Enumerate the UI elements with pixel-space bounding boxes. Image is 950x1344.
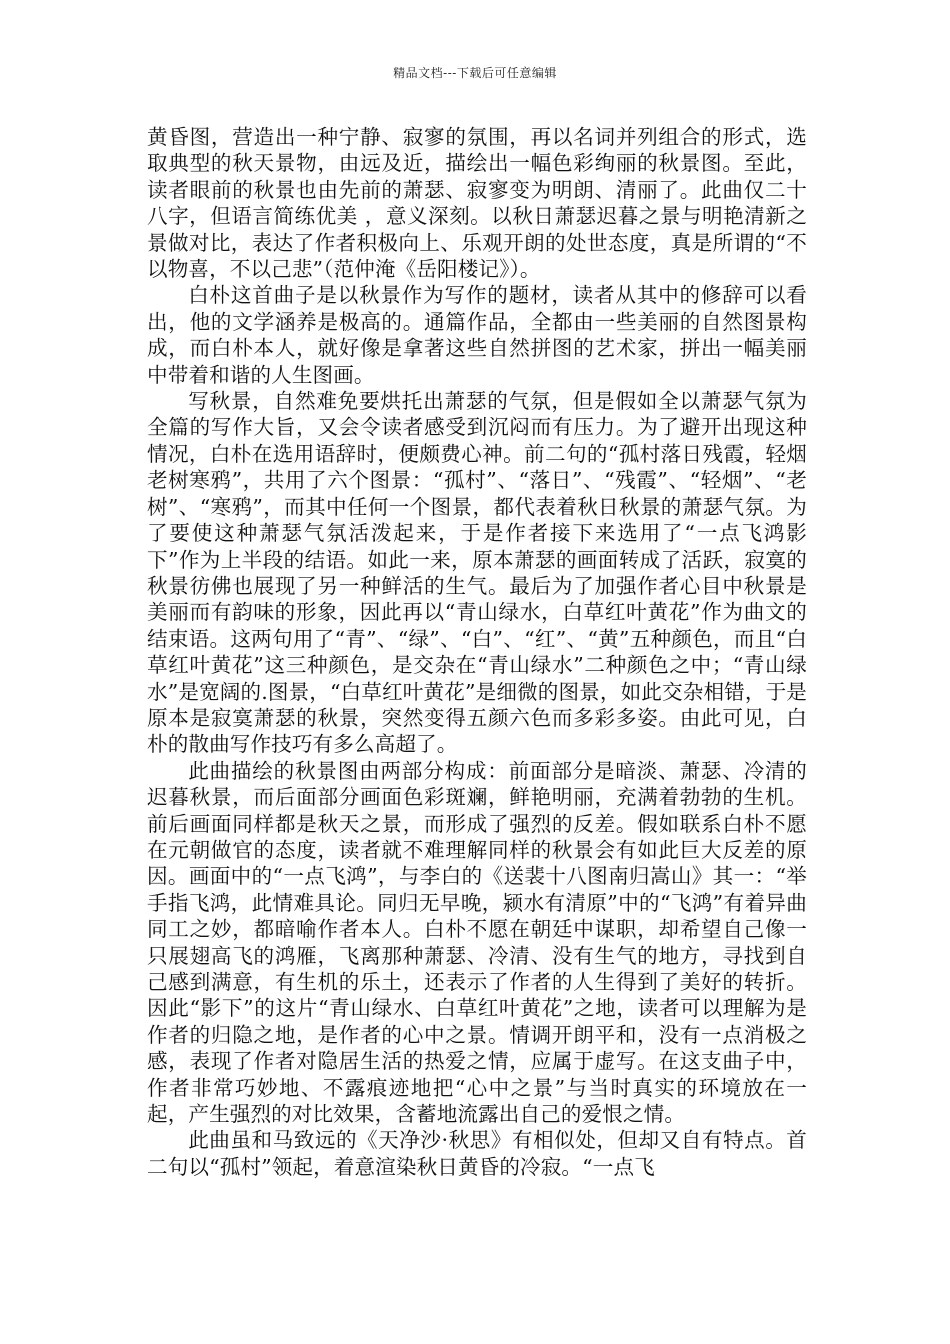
paragraph-5: 此曲虽和马致远的《天净沙·秋思》有相似处，但却又自有特点。首二句以“孤村”领起，着意渲染秋日黄昏的冷寂。“一点飞 <box>147 1128 807 1179</box>
paragraph-2: 白朴这首曲子是以秋景作为写作的题材，读者从其中的修辞可以看出，他的文学涵养是极高的。通篇作品，全都由一些美丽的自然图景构成，而白朴本人，就好像是拿著这些自然拼图的艺术家，拼出一幅美丽中带着和谐的人生图画。 <box>147 283 807 387</box>
paragraph-1: 黄昏图，营造出一种宁静、寂寥的氛围，再以名词并列组合的形式，选取典型的秋天景物，由远及近，描绘出一幅色彩绚丽的秋景图。至此，读者眼前的秋景也由先前的萧瑟、寂寥变为明朗、清丽了。此曲仅二十八字，但语言简练优美 ，意义深刻。以秋日萧瑟迟暮之景与明艳清新之景做对比，表达了作者积极向上、乐观开朗的处世态度，真是所谓的“不以物喜，不以己悲”（范仲淹《岳阳楼记》）。 <box>147 125 807 282</box>
paragraph-4: 此曲描绘的秋景图由两部分构成：前面部分是暗淡、萧瑟、冷清的迟暮秋景，而后面部分画面色彩斑斓，鲜艳明丽，充满着勃勃的生机。前后画面同样都是秋天之景，而形成了强烈的反差。假如联系白朴不愿在元朝做官的态度，读者就不难理解同样的秋景会有如此巨大反差的原因。画面中的“一点飞鸿”，与李白的《送裴十八图南归嵩山》其一：“举手指飞鸿，此情难具论。同归无早晚，颍水有清原”中的“飞鸿”有着异曲同工之妙，都暗喻作者本人。白朴不愿在朝廷中谋职，却希望自己像一只展翅高飞的鸿雁，飞离那种萧瑟、冷清、没有生气的地方，寻找到自己感到满意，有生机的乐土，还表示了作者的人生得到了美好的转折。因此“影下”的这片“青山绿水、白草红叶黄花”之地，读者可以理解为是作者的归隐之地，是作者的心中之景。情调开朗平和，没有一点消极之感，表现了作者对隐居生活的热爱之情，应属于虚写。在这支曲子中，作者非常巧妙地、不露痕迹地把“心中之景”与当时真实的环境放在一起，产生强烈的对比效果，含蓄地流露出自己的爱恨之情。 <box>147 758 807 1127</box>
page-header: 精品文档---下载后可任意编辑 <box>393 66 557 80</box>
paragraph-3: 写秋景，自然难免要烘托出萧瑟的气氛，但是假如全以萧瑟气氛为全篇的写作大旨，又会令读者感受到沉闷而有压力。为了避开出现这种情况，白朴在选用语辞时，便颇费心神。前二句的“孤村落日残霞，轻烟老树寒鸦”，共用了六个图景：“孤村”、“落日”、“残霞”、“轻烟”、“老树”、“寒鸦”，而其中任何一个图景，都代表着秋日秋景的萧瑟气氛。为了要使这种萧瑟气氛活泼起来，于是作者接下来选用了“一点飞鸿影下”作为上半段的结语。如此一来，原本萧瑟的画面转成了活跃，寂寞的秋景彷佛也展现了另一种鲜活的生气。最后为了加强作者心目中秋景是美丽而有韵味的形象，因此再以“青山绿水，白草红叶黄花”作为曲文的结束语。这两句用了“青”、“绿”、“白”、“红”、“黄”五种颜色，而且“白草红叶黄花”这三种颜色，是交杂在“青山绿水”二种颜色之中；“青山绿水”是宽阔的.图景，“白草红叶黄花”是细微的图景，如此交杂相错，于是原本是寂寞萧瑟的秋景，突然变得五颜六色而多彩多姿。由此可见，白朴的散曲写作技巧有多么高超了。 <box>147 389 807 757</box>
body-text <box>147 124 807 1180</box>
